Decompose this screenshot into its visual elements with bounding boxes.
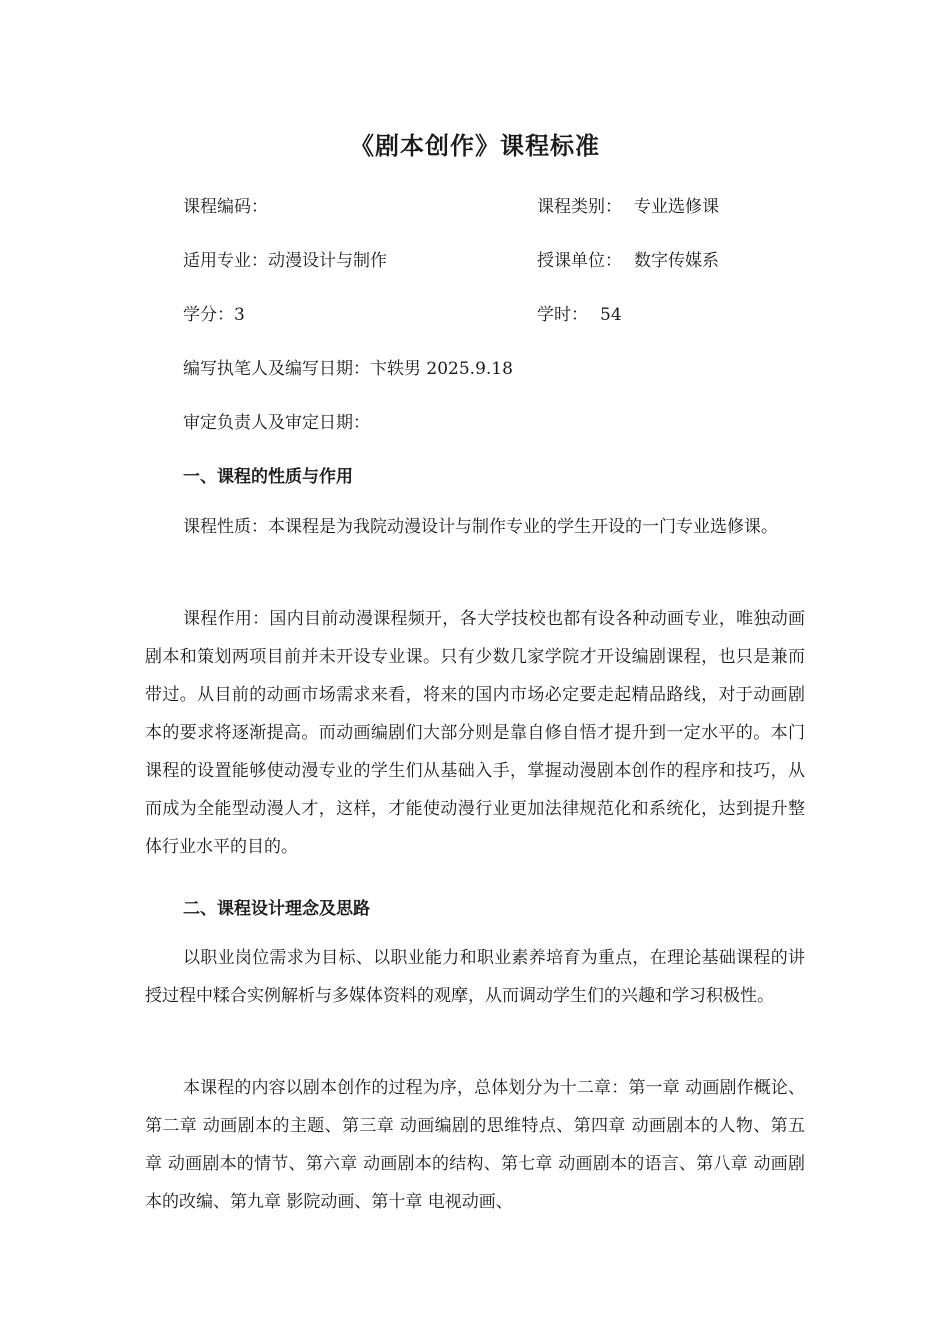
class-hours-label: 学时： [537,305,588,325]
paragraph: 以职业岗位需求为目标、以职业能力和职业素养培育为重点，在理论基础课程的讲授过程中糅合实例解析与多媒体资料的观摩，从而调动学生们的兴趣和学习积极性。 [145,948,805,1006]
class-hours-value: 54 [600,305,622,325]
reviewer-date-field: 审定负责人及审定日期： [183,413,370,433]
teaching-unit-value: 数字传媒系 [634,251,719,271]
author-date-field: 编写执笔人及编写日期：卞轶男 2025.9.18 [183,359,513,379]
teaching-unit [537,246,719,271]
major-field: 适用专业：动漫设计与制作 [183,251,387,271]
paragraph: 本课程的内容以剧本创作的过程为序，总体划分为十二章：第一章 动画剧作概论、第二章 动画剧本的主题、第三章 动画编剧的思维特点、第四章 动画剧本的人物、第五章 动画剧本的情节、第六章 动画剧本的结构、第七章 动画剧本的语言、第八章 动画剧本的改编、第九章 影院动画、第十章 电视动画、 [145,1078,805,1212]
course-code-label: 课程编码： [183,197,268,217]
credits-field: 学分：3 [183,305,245,325]
section-heading: 一、课程的性质与作用 [183,467,353,487]
course-category-label: 课程类别： [537,197,622,217]
section-heading: 二、课程设计理念及思路 [183,899,370,919]
document-title: 《剧本创作》课程标准 [350,132,600,160]
teaching-unit-label: 授课单位： [537,251,622,271]
paragraph: 课程作用：国内目前动漫课程频开，各大学技校也都有设各种动画专业，唯独动画剧本和策划两项目前并未开设专业课。只有少数几家学院才开设编剧课程，也只是兼而带过。从目前的动画市场需求来看，将来的国内市场必定要走起精品路线，对于动画剧本的要求将逐渐提高。而动画编剧们大部分则是靠自修自悟才提升到一定水平的。本门课程的设置能够使动漫专业的学生们从基础入手，掌握动漫剧本创作的程序和技巧，从而成为全能型动漫人才，这样，才能使动漫行业更加法律规范化和系统化，达到提升整体行业水平的目的。 [145,609,805,857]
course-category [537,192,719,217]
course-category-value: 专业选修课 [634,197,719,217]
paragraph: 课程性质：本课程是为我院动漫设计与制作专业的学生开设的一门专业选修课。 [183,517,778,537]
class-hours [537,300,622,325]
